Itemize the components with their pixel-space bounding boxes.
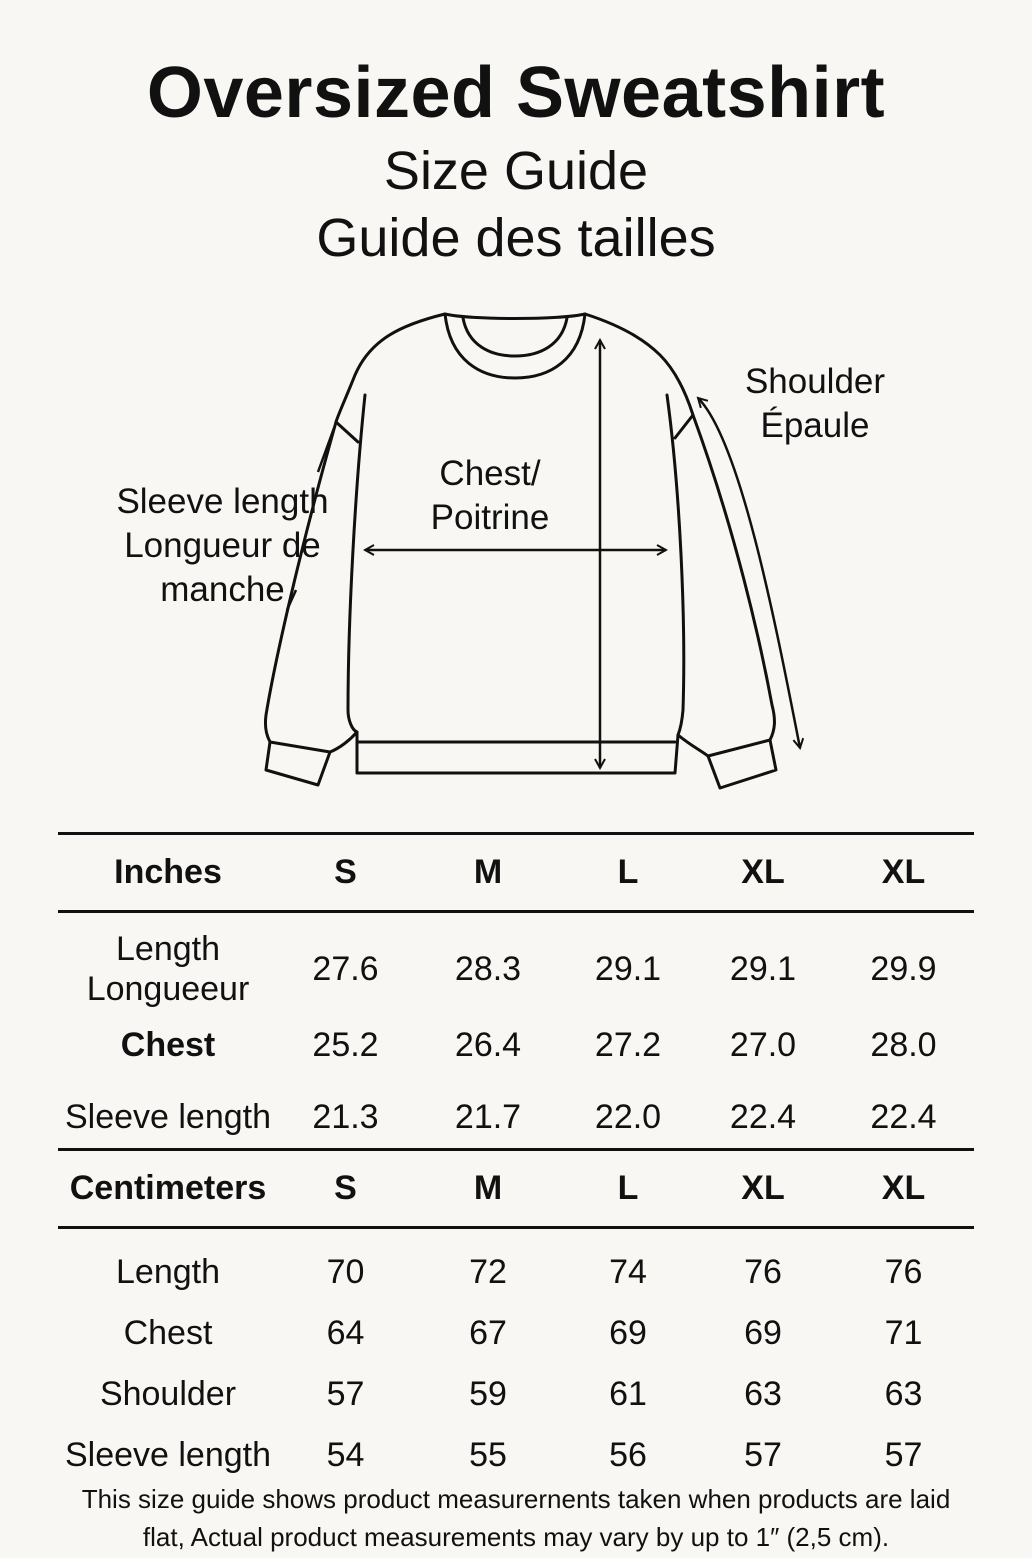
table-cell: 64 [326, 1313, 365, 1352]
table-cell: 22.0 [594, 1098, 662, 1136]
table-row [58, 1425, 974, 1486]
table-cell: 55 [469, 1435, 507, 1474]
row-label-sleeve-length: Sleeve length [64, 1435, 272, 1474]
unit-header: Inches [114, 853, 222, 891]
size-header-m: M [473, 1169, 503, 1207]
table-row [58, 1228, 974, 1303]
centimeters-size-table [58, 1148, 974, 1486]
table-cell: 63 [884, 1374, 923, 1413]
sweatshirt-diagram [0, 290, 1032, 810]
table-cell: 29.1 [729, 949, 797, 988]
page-title: Oversized Sweatshirt [146, 53, 886, 133]
table-cell: 25.2 [312, 1026, 379, 1064]
collar-outer [445, 314, 585, 378]
row-label-length: Length [116, 1253, 220, 1292]
size-header-m: M [473, 853, 503, 891]
table-header-row [58, 1150, 974, 1228]
table-cell: 69 [744, 1313, 782, 1352]
inches-size-table [58, 832, 974, 1154]
size-header-l: L [617, 1169, 639, 1207]
table-cell: 27.0 [729, 1026, 797, 1064]
table-row [58, 1082, 974, 1154]
shoulder-label: Shoulder Épaule [744, 362, 886, 445]
sleeve-length-label: Sleeve length Longueur de manche [116, 482, 329, 609]
table-cell: 70 [326, 1253, 365, 1292]
table-cell: 28.3 [454, 949, 522, 988]
table-cell: 71 [884, 1313, 923, 1352]
table-row [58, 1364, 974, 1425]
size-header-s: S [334, 1169, 357, 1207]
table-cell: 74 [609, 1253, 647, 1292]
size-header-s: S [334, 853, 357, 891]
table-cell: 27.6 [312, 949, 379, 988]
table-cell: 57 [744, 1435, 782, 1474]
row-label-shoulder: Shoulder [99, 1374, 237, 1413]
sleeve-leader-line-top [318, 428, 334, 472]
table-cell: 29.9 [870, 949, 937, 988]
row-label-chest: Chest [120, 1026, 216, 1064]
table-cell: 54 [326, 1435, 365, 1474]
size-header-xl: XL [741, 853, 785, 891]
table-cell: 29.1 [594, 949, 662, 988]
unit-header: Centimeters [69, 1169, 267, 1207]
table-cell: 59 [469, 1374, 507, 1413]
table-row [58, 1010, 974, 1082]
table-cell: 57 [326, 1374, 365, 1413]
subtitle-french: Guide des tailles [316, 208, 716, 268]
collar-inner [463, 318, 567, 356]
table-cell: 76 [884, 1253, 923, 1292]
measurement-footnote: This size guide shows product measurernents taken when products are laid flat, Actual product measurements may vary by up to 1″ (2,5 cm). [81, 1484, 951, 1552]
row-label-length: Length Longueeur [86, 930, 250, 1009]
table-cell: 67 [469, 1313, 507, 1352]
table-cell: 21.3 [312, 1098, 379, 1136]
table-cell: 76 [744, 1253, 782, 1292]
size-header-xl-2: XL [881, 1169, 926, 1207]
table-cell: 21.7 [454, 1098, 522, 1136]
table-cell: 27.2 [594, 1026, 662, 1064]
table-cell: 57 [884, 1435, 923, 1474]
shoulder-sleeve-arrow [698, 398, 800, 748]
table-cell: 22.4 [729, 1098, 797, 1136]
size-header-xl-2: XL [881, 853, 926, 891]
table-cell: 22.4 [870, 1098, 937, 1136]
table-cell: 56 [609, 1435, 647, 1474]
size-header-xl: XL [741, 1169, 785, 1207]
row-label-sleeve-length: Sleeve length [64, 1098, 272, 1136]
table-row [58, 1303, 974, 1364]
row-label-chest: Chest [123, 1313, 213, 1352]
table-row [58, 912, 974, 1010]
table-cell: 63 [744, 1374, 782, 1413]
table-cell: 69 [609, 1313, 647, 1352]
size-header-l: L [617, 853, 639, 891]
subtitle-english: Size Guide [383, 141, 649, 201]
table-header-row [58, 834, 974, 912]
table-cell: 26.4 [454, 1026, 522, 1064]
chest-label: Chest/ Poitrine [430, 454, 550, 537]
table-cell: 28.0 [870, 1026, 937, 1064]
table-cell: 61 [609, 1374, 647, 1413]
table-cell: 72 [469, 1253, 507, 1292]
